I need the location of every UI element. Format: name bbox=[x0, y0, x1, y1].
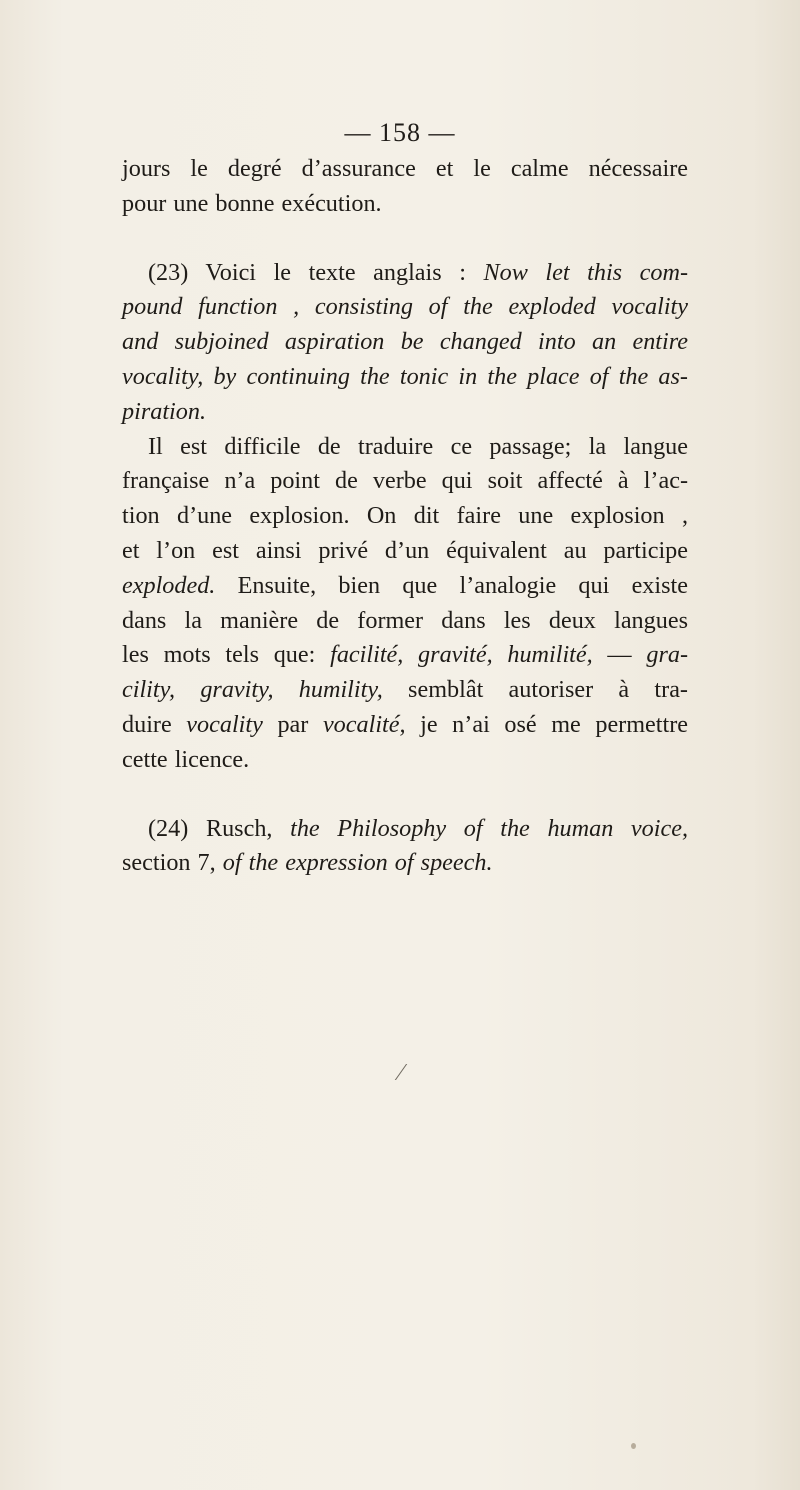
roman-text: pour une bonne exécution. bbox=[122, 189, 382, 217]
italic-text: Now let this com- bbox=[483, 258, 688, 286]
text-line bbox=[122, 812, 688, 847]
paragraph-gap bbox=[122, 222, 688, 256]
text-line bbox=[122, 187, 688, 222]
text-line bbox=[122, 499, 688, 534]
text-line bbox=[122, 673, 688, 708]
roman-text: duire bbox=[122, 710, 187, 738]
roman-text: semblât autoriser à tra- bbox=[382, 676, 688, 704]
text-line bbox=[122, 638, 688, 673]
roman-text: et l’on est ainsi privé d’un équivalent au participe bbox=[122, 536, 688, 564]
text-line bbox=[122, 430, 688, 465]
pencil-mark: ⁄ bbox=[399, 1060, 404, 1086]
text-line bbox=[122, 290, 688, 325]
roman-text: Ensuite, bien que l’analogie qui existe bbox=[215, 571, 688, 599]
roman-text: dans la manière de former dans les deux langues bbox=[122, 606, 688, 634]
italic-text: vocalité, bbox=[322, 710, 406, 738]
page-text bbox=[122, 152, 688, 881]
text-line bbox=[122, 708, 688, 743]
roman-text: je n’ai osé me permettre bbox=[405, 710, 689, 738]
roman-text: (24) Rusch, bbox=[148, 814, 291, 842]
text-line bbox=[122, 743, 688, 778]
roman-text: Il est difficile de traduire ce passage; la langue bbox=[148, 432, 688, 460]
italic-text: vocality bbox=[186, 710, 263, 738]
italic-text: pound function , consisting of the exploded vocality bbox=[122, 293, 688, 321]
text-line bbox=[122, 395, 688, 430]
roman-text: par bbox=[262, 710, 323, 738]
roman-text: jours le degré d’assurance et le calme nécessaire bbox=[122, 155, 688, 182]
italic-text: of the expression of speech. bbox=[222, 849, 493, 877]
text-line bbox=[122, 360, 688, 395]
italic-text: vocality, by continuing the tonic in the place of the as- bbox=[122, 362, 688, 390]
italic-text: exploded. bbox=[122, 571, 216, 599]
text-line bbox=[122, 846, 688, 881]
roman-text: les mots tels que: bbox=[122, 641, 331, 669]
ink-spot bbox=[631, 1443, 636, 1449]
italic-text: and subjoined aspiration be changed into an entire bbox=[122, 328, 688, 356]
italic-text: cility, gravity, humility, bbox=[122, 676, 383, 704]
text-line bbox=[122, 256, 688, 291]
text-line bbox=[122, 534, 688, 569]
text-line bbox=[122, 569, 688, 604]
italic-text: piration. bbox=[122, 397, 206, 425]
roman-text: tion d’une explosion. On dit faire une explosion , bbox=[122, 502, 688, 530]
roman-text: (23) Voici le texte anglais : bbox=[148, 258, 484, 286]
roman-text: cette licence. bbox=[122, 745, 250, 773]
page-number: — 158 — bbox=[344, 118, 456, 147]
italic-text: gra- bbox=[646, 641, 689, 669]
roman-text: — bbox=[592, 641, 647, 669]
text-line bbox=[122, 325, 688, 360]
paragraph-gap bbox=[122, 778, 688, 812]
italic-text: facilité, gravité, humilité, bbox=[330, 641, 593, 669]
text-line bbox=[122, 464, 688, 499]
roman-text: section 7, bbox=[122, 849, 223, 877]
text-line bbox=[122, 152, 688, 187]
text-line bbox=[122, 604, 688, 639]
roman-text: française n’a point de verbe qui soit affecté à l’ac- bbox=[122, 467, 688, 495]
italic-text: the Philosophy of the human voice, bbox=[290, 814, 689, 842]
